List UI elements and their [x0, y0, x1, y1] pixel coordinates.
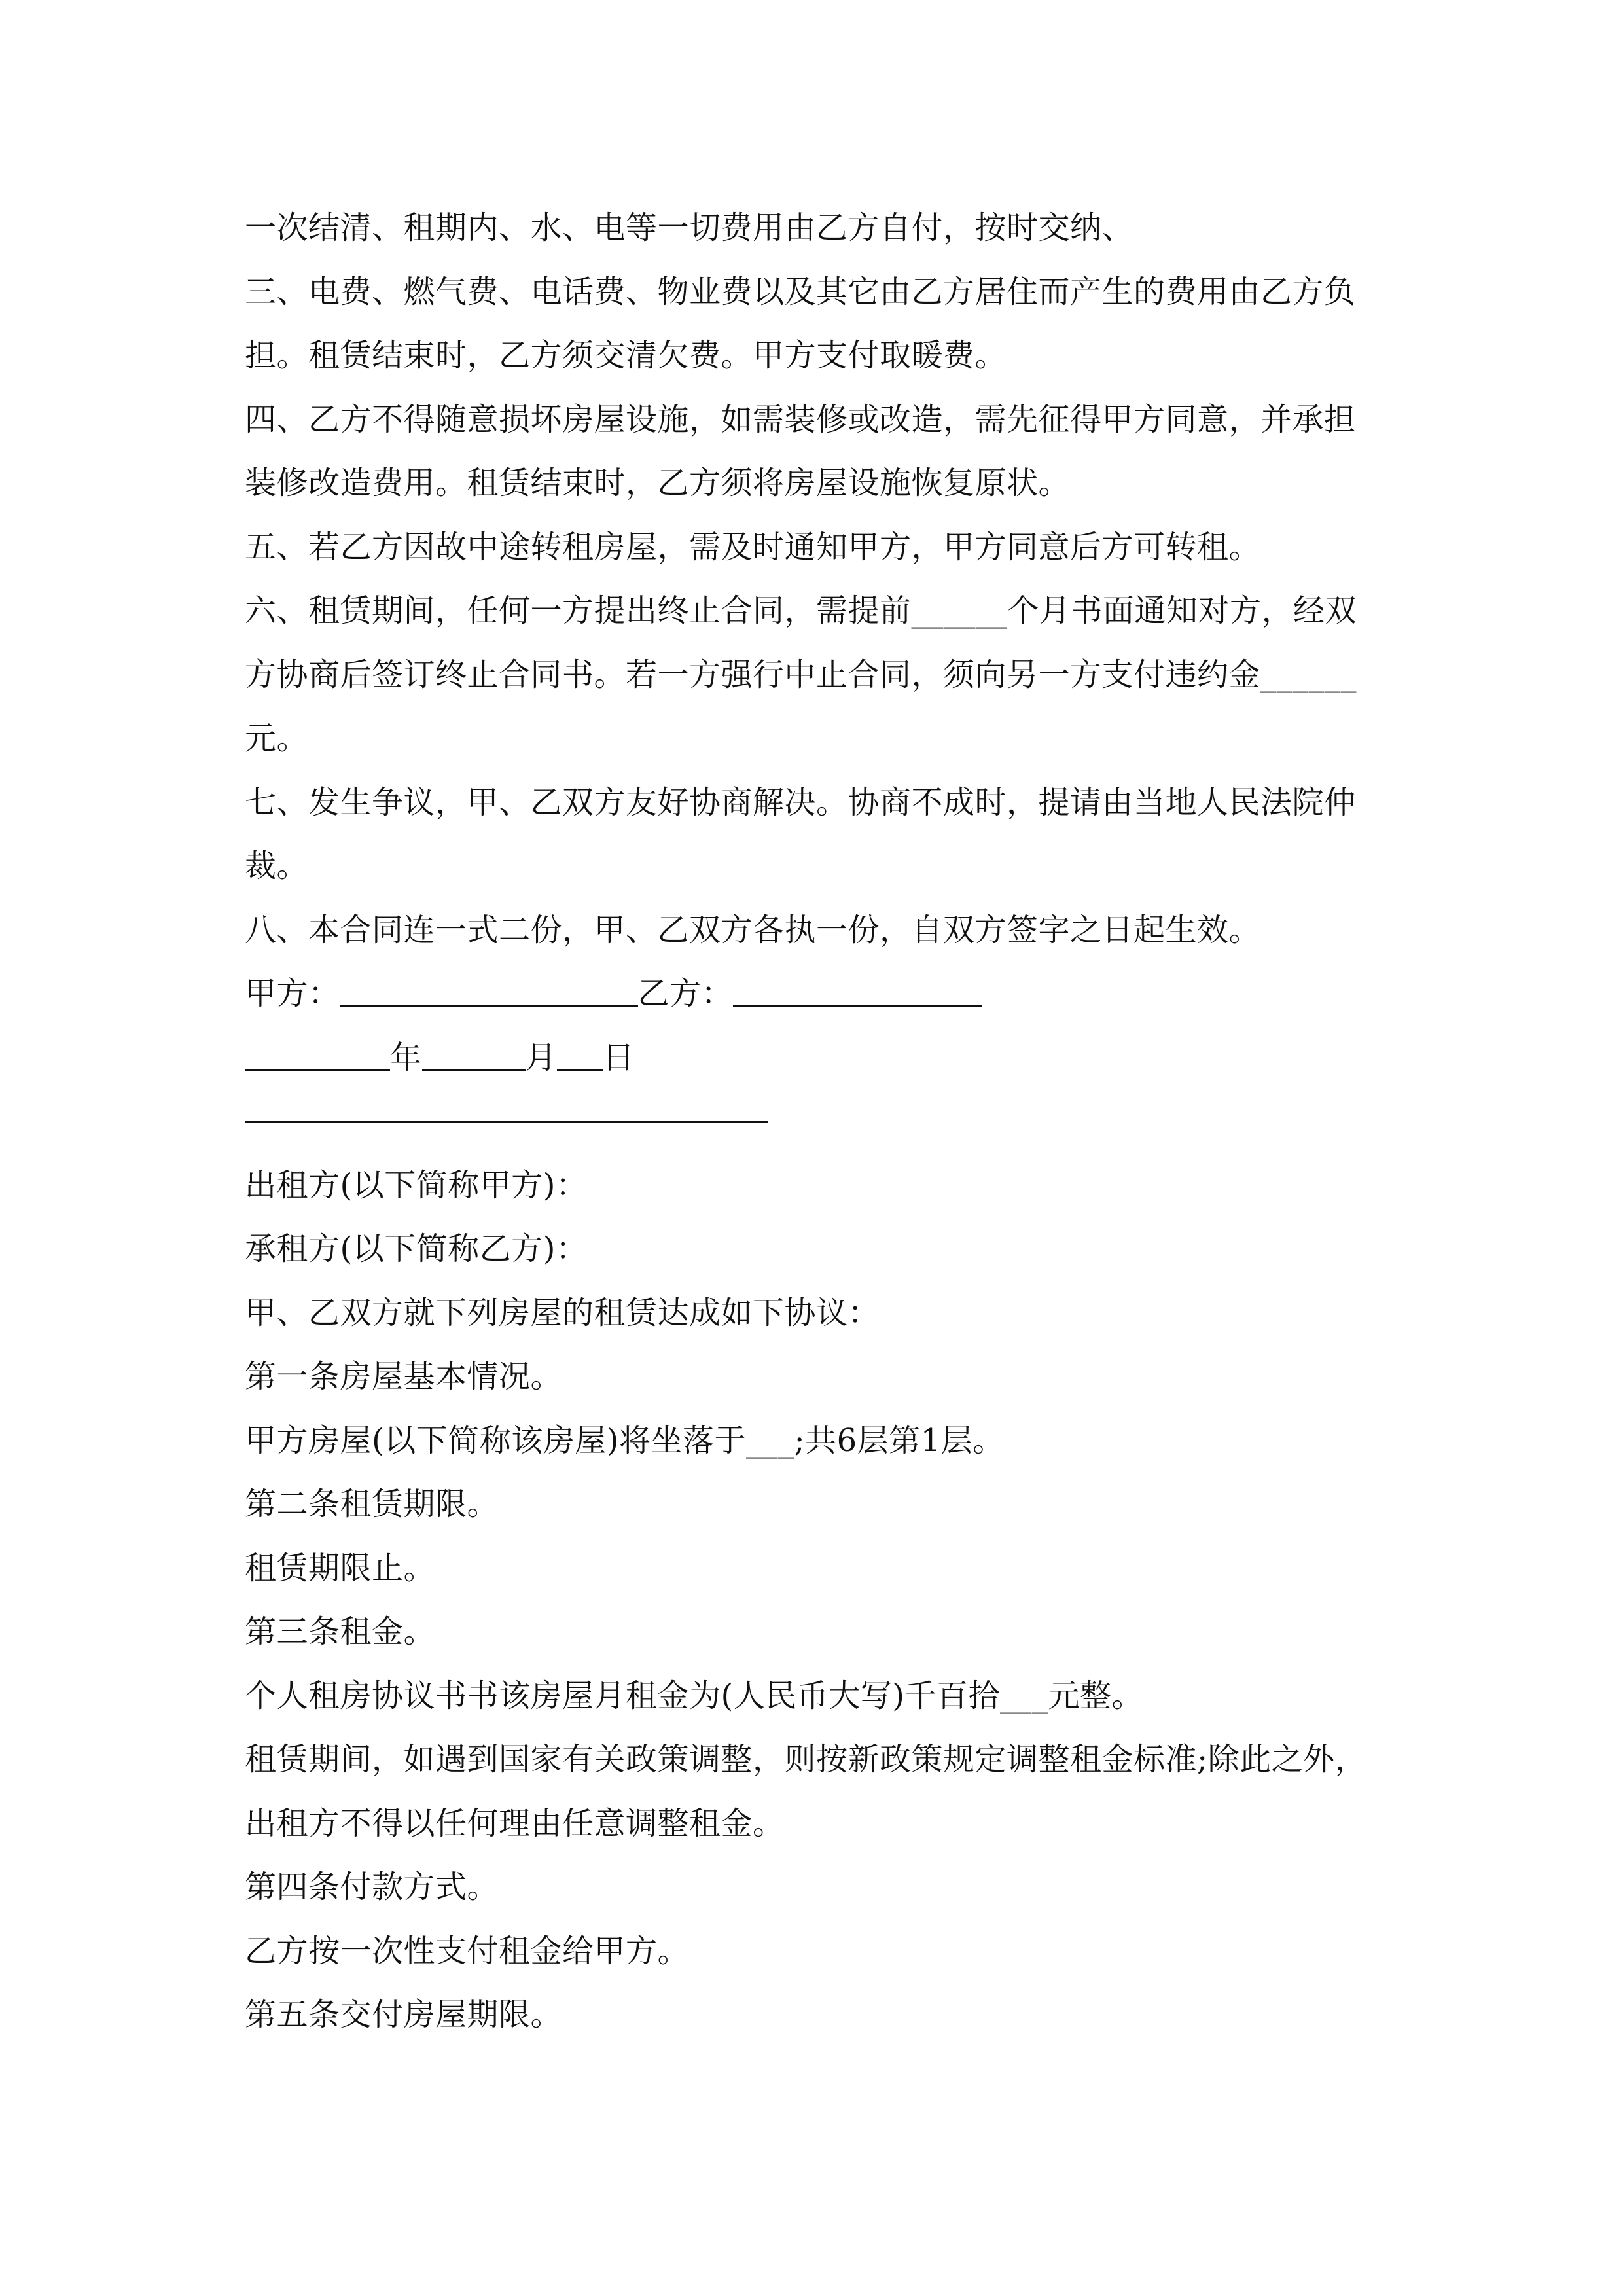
- party-a-blank: [340, 976, 638, 1007]
- text-line: 乙方按一次性支付租金给甲方。: [245, 1932, 690, 1969]
- text-line: 承租方(以下简称乙方)：: [245, 1230, 588, 1267]
- text-line: 第二条租赁期限。: [245, 1486, 499, 1522]
- divider-rule: [245, 1121, 768, 1123]
- text-line: 一次结清、租期内、水、电等一切费用由乙方自付，按时交纳、: [245, 209, 1134, 246]
- text-line: 三、电费、燃气费、电话费、物业费以及其它由乙方居住而产生的费用由乙方负: [245, 273, 1356, 310]
- party-a-label: 甲方：: [245, 975, 340, 1012]
- document-body: [245, 196, 1397, 2047]
- text-line: 个人租房协议书书该房屋月租金为(人民币大写)千百拾___元整。: [245, 1677, 1143, 1714]
- text-line: 租赁期限止。: [245, 1549, 436, 1587]
- text-line: 出租方(以下简称甲方)：: [245, 1166, 588, 1204]
- party-b-blank: [733, 976, 982, 1007]
- text-line: 装修改造费用。租赁结束时，乙方须将房屋设施恢复原状。: [245, 465, 1071, 501]
- text-line: 四、乙方不得随意损坏房屋设施，如需装修或改造，需先征得甲方同意，并承担: [245, 401, 1356, 438]
- text-line: 第三条租金。: [245, 1613, 436, 1650]
- text-line: 担。租赁结束时，乙方须交清欠费。甲方支付取暖费。: [245, 337, 1007, 374]
- text-line: 七、发生争议，甲、乙双方友好协商解决。协商不成时，提请由当地人民法院仲: [245, 783, 1356, 821]
- party-b-label: 乙方：: [637, 975, 734, 1012]
- text-line: 第一条房屋基本情况。: [245, 1358, 563, 1395]
- year-label: 年: [390, 1039, 422, 1076]
- text-line: 方协商后签订终止合同书。若一方强行中止合同，须向另一方支付违约金______: [245, 656, 1357, 693]
- day-label: 日: [603, 1039, 635, 1076]
- month-label: 月: [525, 1039, 558, 1076]
- month-blank: [422, 1040, 526, 1071]
- text-line: 元。: [245, 720, 309, 757]
- text-line: 第四条付款方式。: [245, 1869, 499, 1905]
- day-blank: [557, 1040, 603, 1071]
- text-line: 租赁期间，如遇到国家有关政策调整，则按新政策规定调整租金标准;除此之外，: [245, 1741, 1367, 1778]
- text-line: 五、若乙方因故中途转租房屋，需及时通知甲方，甲方同意后方可转租。: [245, 528, 1261, 565]
- text-line: 六、租赁期间，任何一方提出终止合同，需提前______个月书面通知对方，经双: [245, 592, 1357, 629]
- text-line: 八、本合同连一式二份，甲、乙双方各执一份，自双方签字之日起生效。: [245, 911, 1261, 948]
- text-line: 甲方房屋(以下简称该房屋)将坐落于___;共6层第1层。: [245, 1422, 1005, 1459]
- text-line: 甲、乙双方就下列房屋的租赁达成如下协议：: [245, 1294, 880, 1331]
- signature-line: [245, 962, 1397, 1026]
- section-divider: [245, 1090, 1397, 1154]
- year-blank: [245, 1040, 390, 1071]
- text-line: 第五条交付房屋期限。: [245, 1996, 563, 2033]
- date-line: [245, 1026, 1397, 1090]
- text-line: 裁。: [245, 848, 309, 884]
- text-line: 出租方不得以任何理由任意调整租金。: [245, 1804, 785, 1842]
